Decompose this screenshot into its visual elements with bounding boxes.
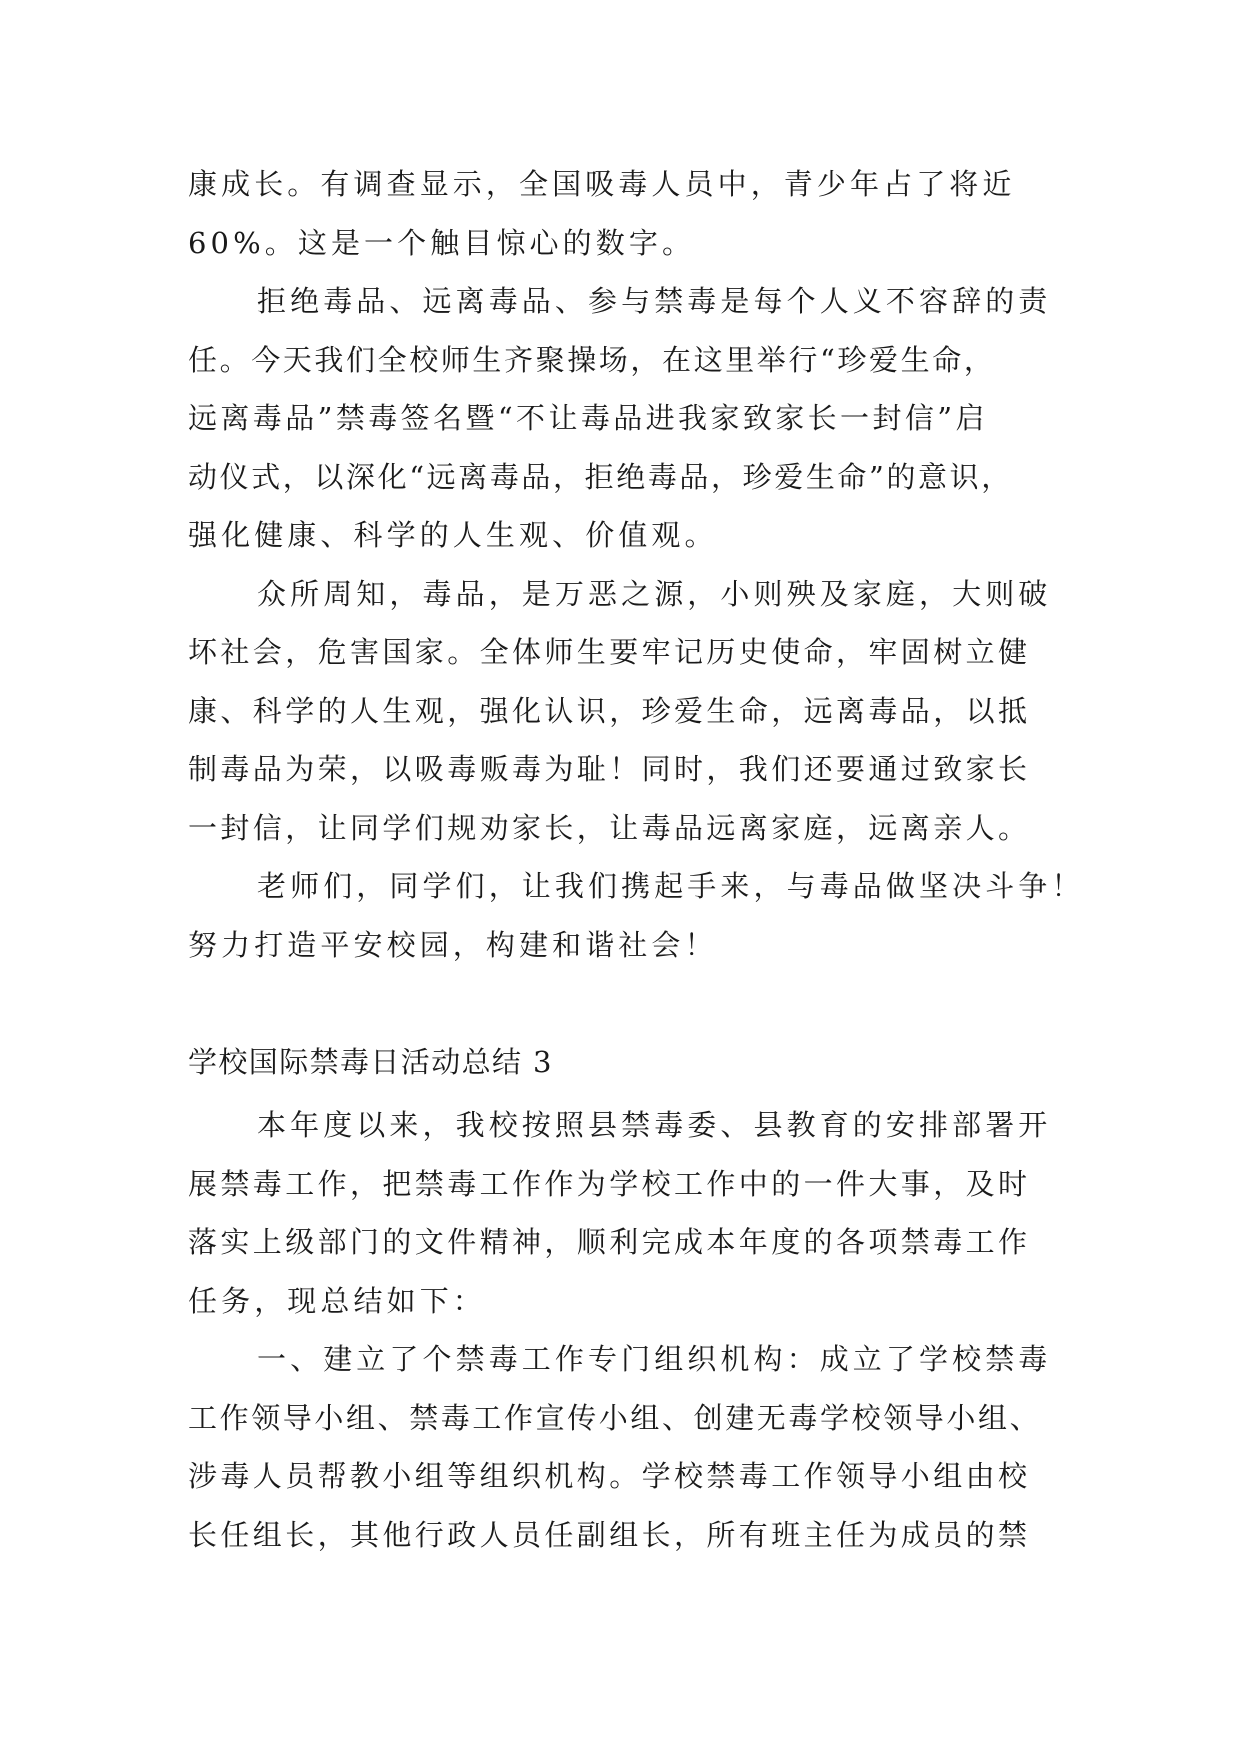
text-line: 落实上级部门的文件精神，顺利完成本年度的各项禁毒工作 [188,1225,1031,1259]
text-line: 60%。这是一个触目惊心的数字。 [188,225,696,260]
text-line: 工作领导小组、禁毒工作宣传小组、创建无毒学校领导小组、 [188,1400,1042,1435]
text-line: 坏社会，危害国家。全体师生要牢记历史使命，牢固树立健 [188,635,1031,669]
text-line: 涉毒人员帮教小组等组织机构。学校禁毒工作领导小组由校 [188,1459,1031,1493]
text-line: 努力打造平安校园，构建和谐社会！ [188,927,718,962]
text-line: 制毒品为荣，以吸毒贩毒为耻！同时，我们还要通过致家长 [188,752,1031,786]
text-line: 康、科学的人生观，强化认识，珍爱生命，远离毒品，以抵 [188,693,1031,728]
text-line: 展禁毒工作，把禁毒工作作为学校工作中的一件大事，及时 [188,1166,1031,1201]
text-line: 众所周知，毒品，是万恶之源，小则殃及家庭，大则破 [257,576,1052,611]
body-text-bottom [188,1096,1052,1564]
text-line: 动仪式，以深化“远离毒品，拒绝毒品，珍爱生命”的意识， [188,459,1013,494]
text-line: 一、建立了个禁毒工作专门组织机构：成立了学校禁毒 [257,1342,1052,1376]
section-heading: 学校国际禁毒日活动总结 3 [188,1045,553,1079]
text-line: 远离毒品”禁毒签名暨“不让毒品进我家致家长一封信”启 [188,401,988,435]
text-line: 任。今天我们全校师生齐聚操场，在这里举行“珍爱生命， [188,342,996,377]
text-line: 康成长。有调查显示，全国吸毒人员中，青少年占了将近 [188,167,1016,201]
text-line: 拒绝毒品、远离毒品、参与禁毒是每个人义不容辞的责 [257,284,1052,318]
text-line: 任务，现总结如下： [188,1283,486,1318]
text-line: 老师们，同学们，让我们携起手来，与毒品做坚决斗争！ [257,869,1085,903]
text-line: 长任组长，其他行政人员任副组长，所有班主任为成员的禁 [188,1517,1031,1552]
body-text-top [188,155,1085,974]
text-line: 一封信，让同学们规劝家长，让毒品远离家庭，远离亲人。 [188,810,1031,845]
text-line: 强化健康、科学的人生观、价值观。 [188,518,718,552]
text-line: 本年度以来，我校按照县禁毒委、县教育的安排部署开 [257,1108,1052,1142]
